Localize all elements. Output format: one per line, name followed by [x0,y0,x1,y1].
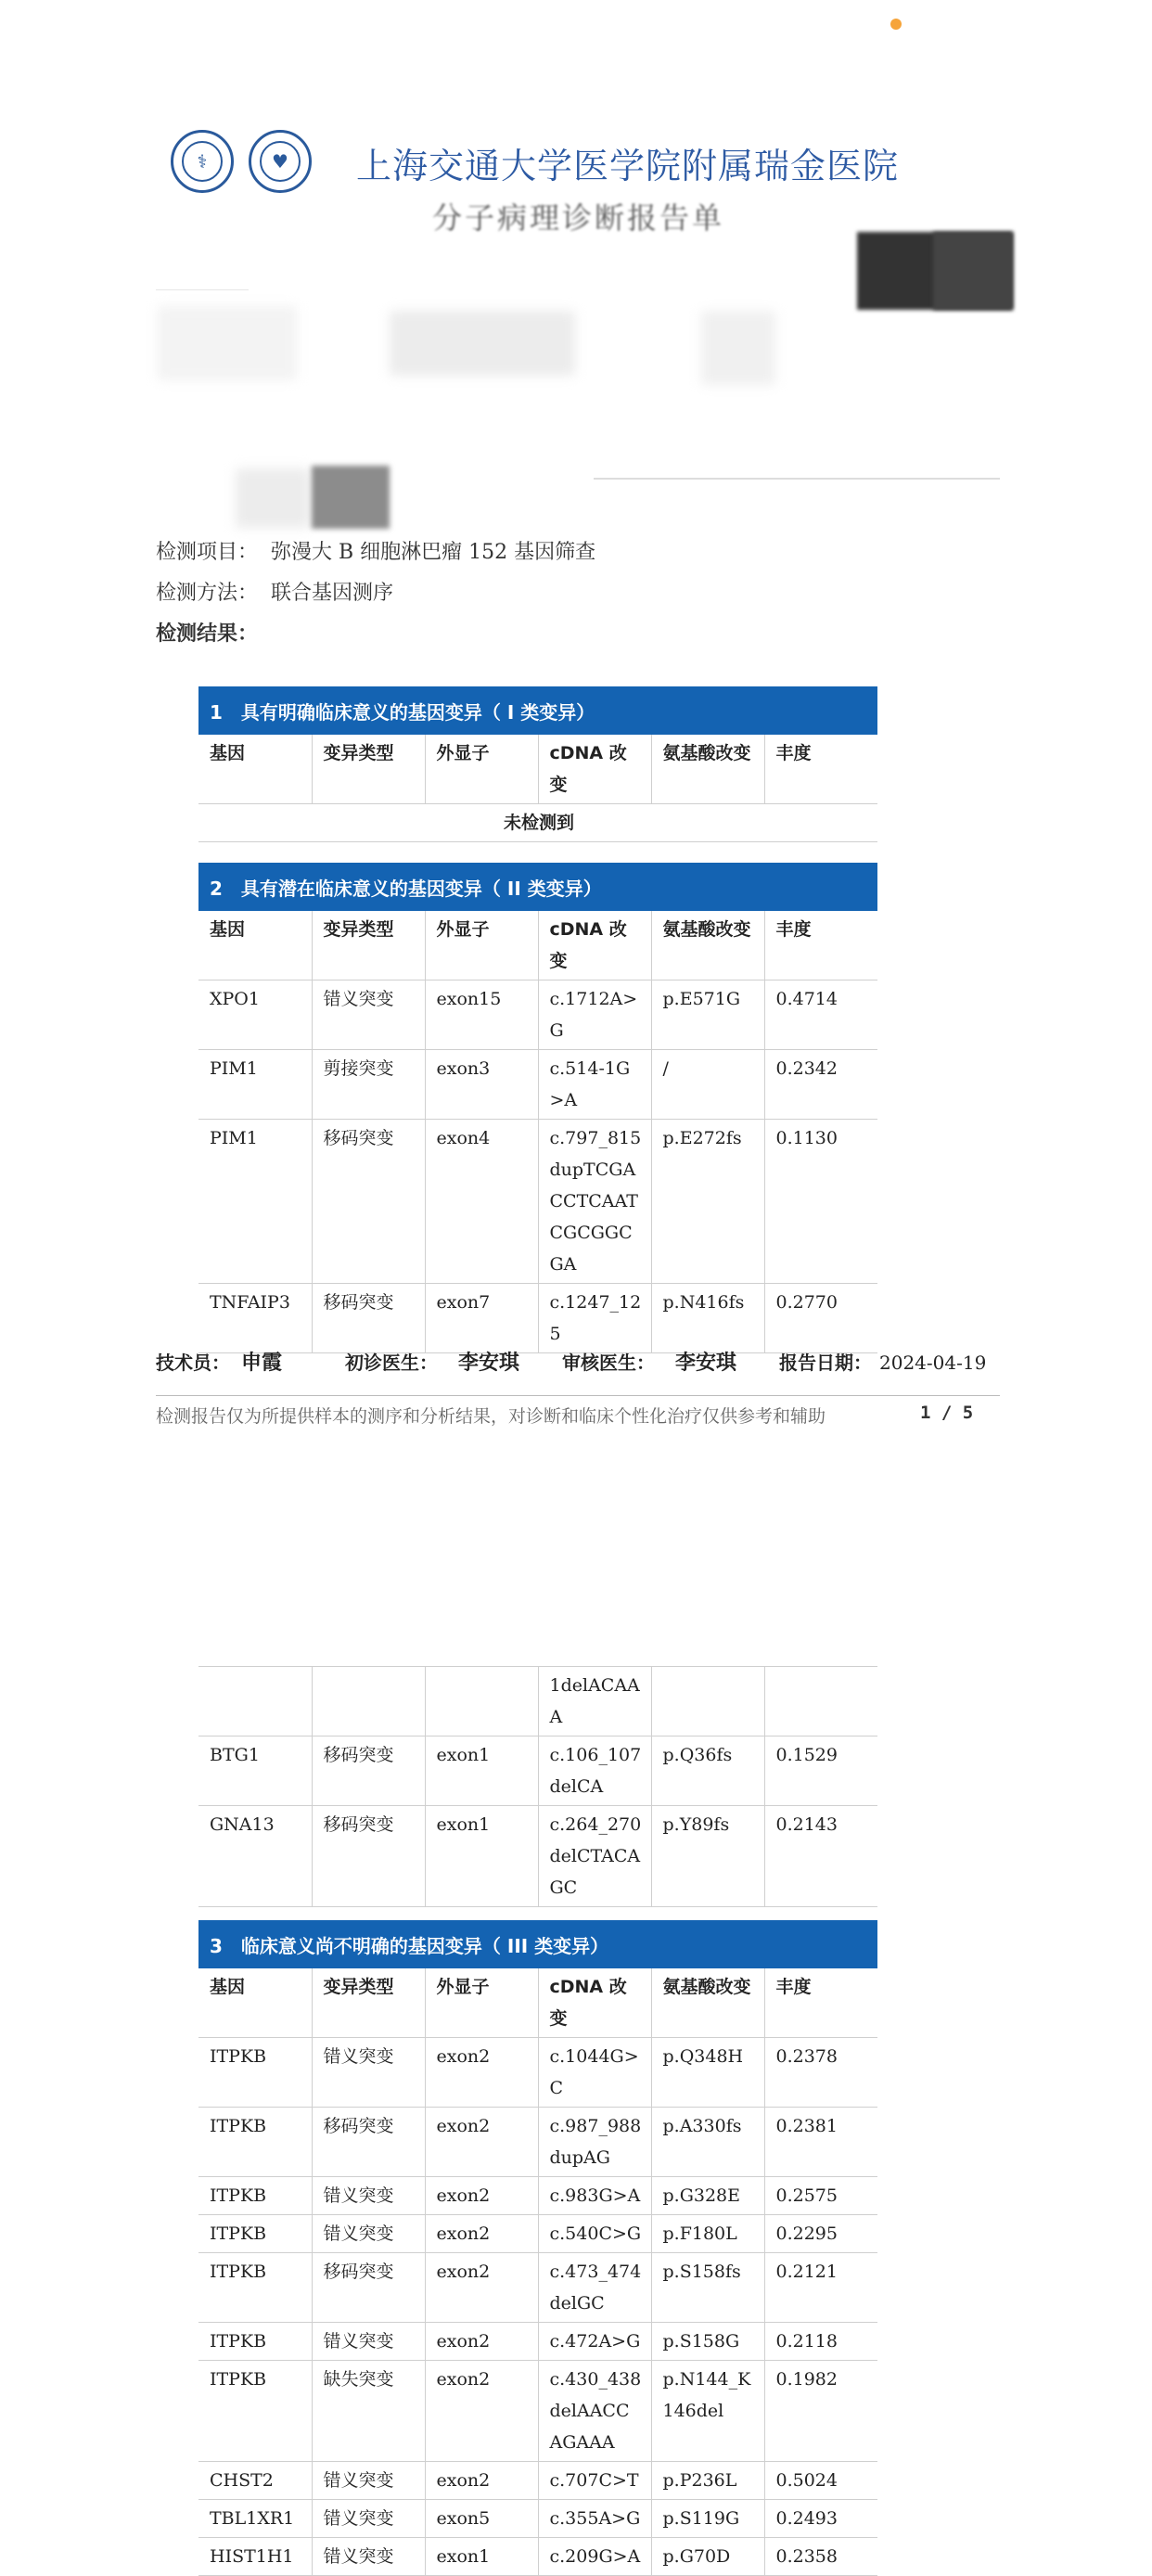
cell-cdna: c.472A>G [538,2323,651,2361]
redacted-patient-info [312,466,390,529]
cell-aa: p.E571G [651,980,764,1050]
test-method-value: 联合基因测序 [271,582,394,605]
cell-aa: p.S158fs [651,2253,764,2323]
cell-exon: exon3 [425,1050,538,1120]
cell-cdna: c.430_438delAACCAGAAA [538,2361,651,2462]
cell-aa: p.N144_K146del [651,2361,764,2462]
cell-type: 剪接突变 [312,1050,425,1120]
redacted-patient-info [701,311,775,385]
results-label: 检测结果： [156,622,259,646]
cell-freq: 0.2493 [764,2500,877,2538]
tech-name: 申霞 [241,1352,283,1375]
cell-type: 移码突变 [312,1737,425,1806]
cell-type: 错义突变 [312,2538,425,2576]
report-title: 分子病理诊断报告单 [432,200,725,236]
test-item-value: 弥漫大 B 细胞淋巴瘤 152 基因筛查 [271,541,596,564]
cell-gene: CHST2 [198,2462,312,2500]
cell-cdna: c.983G>A [538,2177,651,2215]
col-gene: 基因 [198,735,312,804]
cell-aa [651,1667,764,1737]
test-item-line [156,536,595,565]
cell-type: 错义突变 [312,2462,425,2500]
cell-cdna: c.473_474delGC [538,2253,651,2323]
section1-title: 1 具有明确临床意义的基因变异（ I 类变异） [198,686,877,735]
section2-continued-rows [198,1667,877,1907]
cell-freq: 0.1529 [764,1737,877,1806]
cell-freq: 0.2118 [764,2323,877,2361]
cell-freq: 0.2575 [764,2177,877,2215]
cell-gene: ITPKB [198,2253,312,2323]
col-freq: 丰度 [764,735,877,804]
cell-gene [198,1667,312,1737]
col-type: 变异类型 [312,1968,425,2038]
empty-result: 未检测到 [198,804,877,842]
cell-aa: p.E272fs [651,1120,764,1284]
cell-exon: exon2 [425,2177,538,2215]
cell-cdna: c.1044G>C [538,2038,651,2108]
cell-cdna: c.209G>A [538,2538,651,2576]
table-row [198,1284,877,1353]
cell-exon: exon2 [425,2038,538,2108]
cell-gene: PIM1 [198,1120,312,1284]
hospital-seal-logo [171,130,234,193]
table-row [198,980,877,1050]
col-exon: 外显子 [425,735,538,804]
cell-freq: 0.2342 [764,1050,877,1120]
cell-cdna: c.514-1G>A [538,1050,651,1120]
cell-type: 错义突变 [312,2215,425,2253]
cell-gene: ITPKB [198,2177,312,2215]
first-doctor-label: 初诊医生： [345,1352,438,1374]
section3-title: 3 临床意义尚不明确的基因变异（ III 类变异） [198,1920,877,1968]
cell-cdna: c.106_107delCA [538,1737,651,1806]
cell-aa: p.Q36fs [651,1737,764,1806]
cell-type: 移码突变 [312,2108,425,2177]
col-exon: 外显子 [425,911,538,980]
hospital-emblem-icon: ♥ [260,141,301,182]
redacted-barcode-right [933,232,1013,310]
cell-freq: 0.2770 [764,1284,877,1353]
section2-rows [198,980,877,1353]
cell-gene: ITPKB [198,2323,312,2361]
header-row [198,1968,877,2038]
review-doctor-name: 李安琪 [675,1352,737,1375]
cell-gene: PIM1 [198,1050,312,1120]
test-method-line [156,577,393,606]
section2-title: 2 具有潜在临床意义的基因变异（ II 类变异） [198,863,877,911]
col-gene: 基因 [198,1968,312,2038]
cell-cdna: 1delACAAA [538,1667,651,1737]
cell-aa: p.G328E [651,2177,764,2215]
cell-aa: p.S158G [651,2323,764,2361]
cell-type: 缺失突变 [312,2361,425,2462]
cell-gene: TBL1XR1 [198,2500,312,2538]
cell-exon: exon2 [425,2323,538,2361]
divider [594,478,1000,480]
cell-gene: GNA13 [198,1806,312,1907]
table-row [198,1050,877,1120]
page-number: 1 / 5 [920,1403,974,1423]
cell-exon: exon1 [425,1737,538,1806]
table-row [198,2108,877,2177]
section2-continued-grid [198,1667,877,1907]
cell-type: 错义突变 [312,980,425,1050]
review-doctor-label: 审核医生： [562,1352,655,1374]
col-aa: 氨基酸改变 [651,911,764,980]
cell-exon: exon5 [425,2500,538,2538]
col-type: 变异类型 [312,735,425,804]
cell-gene: HIST1H1 [198,2538,312,2576]
col-cdna: cDNA 改变 [538,911,651,980]
cell-aa: p.Y89fs [651,1806,764,1907]
col-aa: 氨基酸改变 [651,1968,764,2038]
cell-cdna: c.707C>T [538,2462,651,2500]
status-dot [890,19,902,30]
cell-freq: 0.2121 [764,2253,877,2323]
table-row [198,804,877,842]
divider [156,289,249,290]
cell-cdna: c.797_815dupTCGACCTCAATCGCGGCGA [538,1120,651,1284]
cell-cdna: c.987_988dupAG [538,2108,651,2177]
cell-freq: 0.1982 [764,2361,877,2462]
cell-aa: p.A330fs [651,2108,764,2177]
cell-freq [764,1667,877,1737]
cell-gene: ITPKB [198,2038,312,2108]
table-row [198,1667,877,1737]
hospital-emblem-logo [249,130,312,193]
report-date: 2024-04-19 [879,1352,987,1374]
col-cdna: cDNA 改变 [538,1968,651,2038]
col-freq: 丰度 [764,1968,877,2038]
cell-type: 移码突变 [312,2253,425,2323]
header-row [198,735,877,804]
cell-exon: exon2 [425,2108,538,2177]
redacted-patient-info [390,311,575,376]
cell-gene: XPO1 [198,980,312,1050]
cell-type: 错义突变 [312,2323,425,2361]
cell-aa: p.P236L [651,2462,764,2500]
cell-type: 错义突变 [312,2038,425,2108]
table-row [198,2253,877,2323]
cell-freq: 0.2358 [764,2538,877,2576]
cell-exon: exon1 [425,1806,538,1907]
cell-exon: exon15 [425,980,538,1050]
cell-type [312,1667,425,1737]
test-item-label: 检测项目： [156,541,259,564]
first-doctor-name: 李安琪 [458,1352,520,1375]
cell-exon: exon1 [425,2538,538,2576]
cell-type: 移码突变 [312,1284,425,1353]
redacted-patient-info [236,468,310,528]
cell-gene: TNFAIP3 [198,1284,312,1353]
col-aa: 氨基酸改变 [651,735,764,804]
table-row [198,1806,877,1907]
cell-aa: p.S119G [651,2500,764,2538]
cell-gene: ITPKB [198,2108,312,2177]
cell-type: 错义突变 [312,2177,425,2215]
cell-exon: exon2 [425,2462,538,2500]
footer-divider [156,1395,1000,1396]
cell-freq: 0.2295 [764,2215,877,2253]
section3-table [198,1920,877,2576]
cell-cdna: c.355A>G [538,2500,651,2538]
cell-aa: p.N416fs [651,1284,764,1353]
cell-cdna: c.1712A>G [538,980,651,1050]
table-row [198,2038,877,2108]
cell-exon: exon4 [425,1120,538,1284]
cell-freq: 0.4714 [764,980,877,1050]
cell-exon: exon2 [425,2361,538,2462]
signature-line [156,1347,986,1376]
section3-rows [198,2038,877,2576]
header-row [198,911,877,980]
col-cdna: cDNA 改变 [538,735,651,804]
hospital-name: 上海交通大学医学院附属瑞金医院 [356,146,900,186]
cell-gene: BTG1 [198,1737,312,1806]
cell-exon: exon7 [425,1284,538,1353]
cell-exon [425,1667,538,1737]
col-freq: 丰度 [764,911,877,980]
cell-gene: ITPKB [198,2361,312,2462]
section2-grid [198,911,877,1353]
col-type: 变异类型 [312,911,425,980]
table-row [198,2462,877,2500]
cell-freq: 0.2378 [764,2038,877,2108]
table-row [198,1737,877,1806]
cell-type: 移码突变 [312,1120,425,1284]
cell-aa: p.F180L [651,2215,764,2253]
footer-disclaimer: 检测报告仅为所提供样本的测序和分析结果，对诊断和临床个性化治疗仅供参考和辅助 [156,1406,826,1427]
table-row [198,2361,877,2462]
cell-freq: 0.5024 [764,2462,877,2500]
section1-table [198,686,877,842]
cell-exon: exon2 [425,2253,538,2323]
table-row [198,2538,877,2576]
section1-grid [198,735,877,842]
cell-type: 错义突变 [312,2500,425,2538]
table-row [198,1120,877,1284]
cell-aa: / [651,1050,764,1120]
cell-aa: p.G70D [651,2538,764,2576]
table-row [198,2215,877,2253]
test-method-label: 检测方法： [156,582,259,605]
cell-exon: exon2 [425,2215,538,2253]
cell-cdna: c.264_270delCTACAGC [538,1806,651,1907]
table-row [198,2323,877,2361]
report-date-label: 报告日期： [779,1352,872,1374]
col-exon: 外显子 [425,1968,538,2038]
cell-cdna: c.540C>G [538,2215,651,2253]
redacted-patient-info [158,306,297,380]
tech-label: 技术员： [156,1352,230,1374]
table-row [198,2500,877,2538]
cell-type: 移码突变 [312,1806,425,1907]
cell-freq: 0.1130 [764,1120,877,1284]
caduceus-seal-icon: ⚕ [182,141,223,182]
cell-cdna: c.1247_125 [538,1284,651,1353]
table-row [198,2177,877,2215]
section3-grid [198,1968,877,2576]
cell-gene: ITPKB [198,2215,312,2253]
cell-freq: 0.2143 [764,1806,877,1907]
section2-table [198,863,877,1353]
col-gene: 基因 [198,911,312,980]
section2-continued-table [198,1666,877,1907]
cell-aa: p.Q348H [651,2038,764,2108]
cell-freq: 0.2381 [764,2108,877,2177]
